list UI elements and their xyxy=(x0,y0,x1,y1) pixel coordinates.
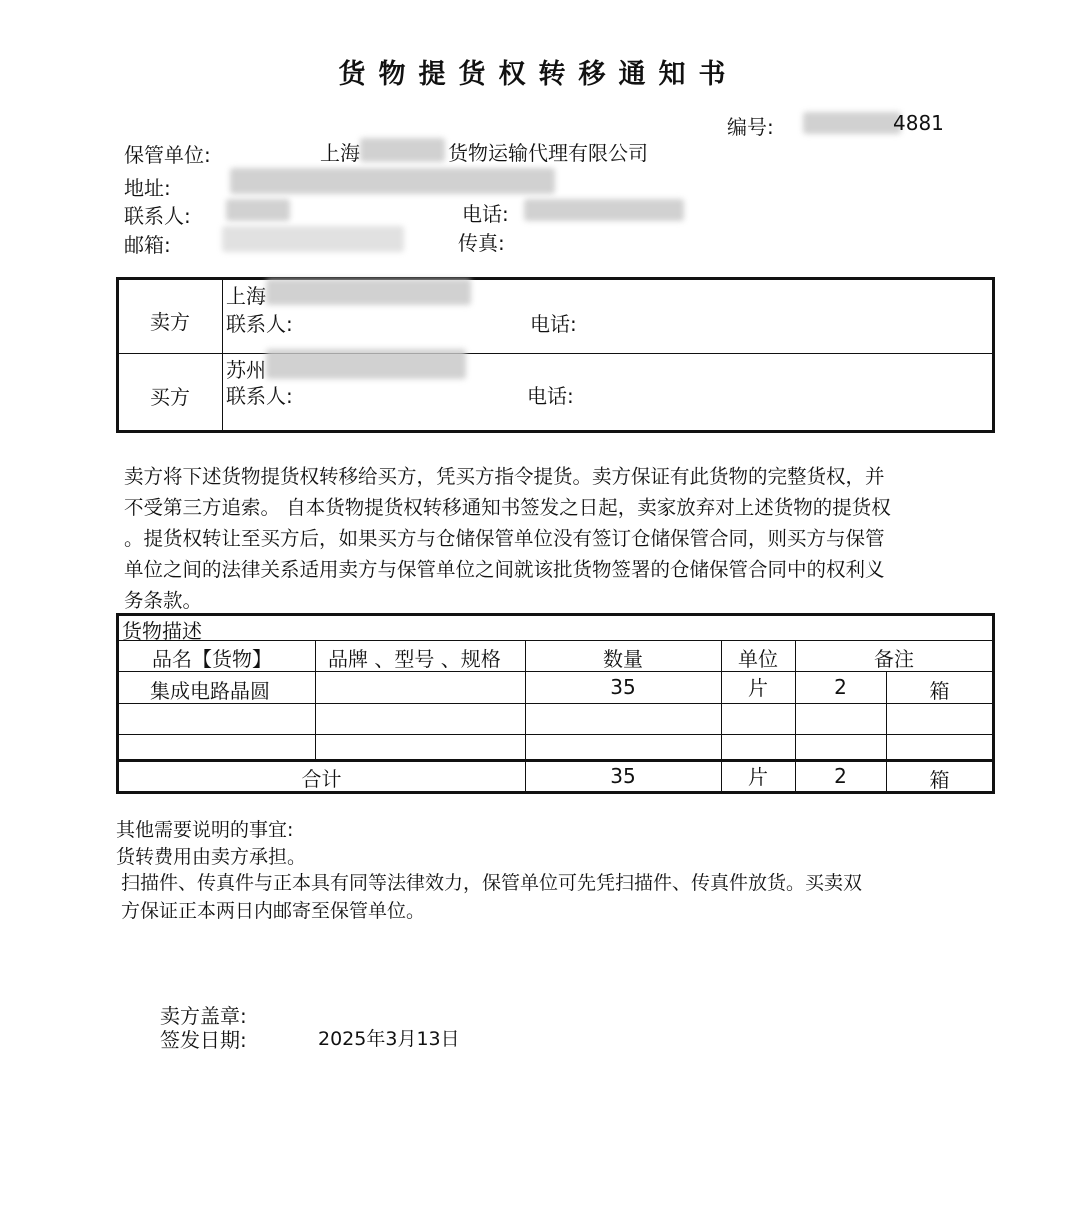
redacted-phone xyxy=(524,199,684,221)
row-remark-unit: 箱 xyxy=(929,679,950,703)
date-value: 2025年3月13日 xyxy=(318,1028,460,1050)
goods-row-divider-2 xyxy=(118,734,993,735)
redacted-address xyxy=(230,168,555,194)
statement-line-3: 。提货权转让至买方后，如果买方与仓储保管单位没有签订仓储保管合同，则买方与保管 xyxy=(124,527,885,550)
total-unit: 片 xyxy=(748,765,768,789)
goods-col-divider-1 xyxy=(315,641,316,760)
notes-heading: 其他需要说明的事宜: xyxy=(116,819,294,841)
seller-name-prefix: 上海 xyxy=(226,284,266,308)
statement-line-5: 务条款。 xyxy=(124,589,203,612)
notes-line-2b: 方保证正本两日内邮寄至保管单位。 xyxy=(121,900,426,922)
date-label: 签发日期: xyxy=(160,1028,247,1052)
number-label: 编号: xyxy=(727,115,774,139)
statement-line-2: 不受第三方追索。 自本货物提货权转移通知书签发之日起，卖家放弃对上述货物的提货权 xyxy=(124,496,891,519)
seller-label: 卖方 xyxy=(150,310,190,334)
goods-total-divider xyxy=(118,759,993,762)
header-spec: 品牌 、型号 、规格 xyxy=(328,647,501,671)
total-quantity: 35 xyxy=(610,764,636,788)
row-quantity: 35 xyxy=(610,675,636,699)
custodian-unit-label: 保管单位: xyxy=(124,143,211,167)
row-unit: 片 xyxy=(748,676,768,700)
custodian-unit-suffix: 货物运输代理有限公司 xyxy=(448,141,648,165)
statement-line-4: 单位之间的法律关系适用卖方与保管单位之间就该批货物签署的仓储保管合同中的权利义 xyxy=(124,558,885,581)
seller-contact-label: 联系人: xyxy=(226,312,293,336)
row-name: 集成电路晶圆 xyxy=(150,679,270,703)
redacted-seller-name xyxy=(266,279,471,305)
redacted-email xyxy=(222,226,404,252)
total-label: 合计 xyxy=(301,767,342,791)
number-value: 4881 xyxy=(893,111,944,135)
redacted-buyer-name xyxy=(266,349,466,379)
row-remark-qty: 2 xyxy=(834,675,847,699)
redacted-number xyxy=(803,112,901,134)
buyer-label: 买方 xyxy=(150,385,190,409)
buyer-name-prefix: 苏州 xyxy=(226,358,266,382)
notes-line-1: 货转费用由卖方承担。 xyxy=(116,846,307,868)
header-remark: 备注 xyxy=(874,647,914,671)
phone-label: 电话: xyxy=(462,202,509,226)
seller-phone-label: 电话: xyxy=(530,312,577,336)
total-remark-qty: 2 xyxy=(834,764,847,788)
buyer-contact-label: 联系人: xyxy=(226,384,293,408)
header-unit: 单位 xyxy=(738,647,778,671)
notes-line-2a: 扫描件、传真件与正本具有同等法律效力，保管单位可先凭扫描件、传真件放货。买卖双 xyxy=(121,872,863,894)
parties-label-divider xyxy=(222,279,223,431)
redacted-contact xyxy=(226,199,290,221)
address-label: 地址: xyxy=(124,176,171,200)
total-remark-unit: 箱 xyxy=(929,768,950,792)
goods-caption-divider xyxy=(118,640,993,641)
statement-paragraph xyxy=(124,461,891,616)
fax-label: 传真: xyxy=(458,231,505,255)
email-label: 邮箱: xyxy=(124,233,171,257)
goods-caption: 货物描述 xyxy=(122,619,202,643)
header-quantity: 数量 xyxy=(603,647,643,671)
buyer-phone-label: 电话: xyxy=(527,384,574,408)
redacted-custodian-name xyxy=(360,138,445,162)
statement-line-1: 卖方将下述货物提货权转移给买方，凭买方指令提货。卖方保证有此货物的完整货权，并 xyxy=(124,465,885,488)
header-name: 品名【货物】 xyxy=(152,647,272,671)
custodian-unit-prefix: 上海 xyxy=(320,141,360,165)
contact-label: 联系人: xyxy=(124,204,191,228)
document-title: 货物提货权转移通知书 xyxy=(338,59,739,90)
seal-label: 卖方盖章: xyxy=(160,1004,247,1028)
